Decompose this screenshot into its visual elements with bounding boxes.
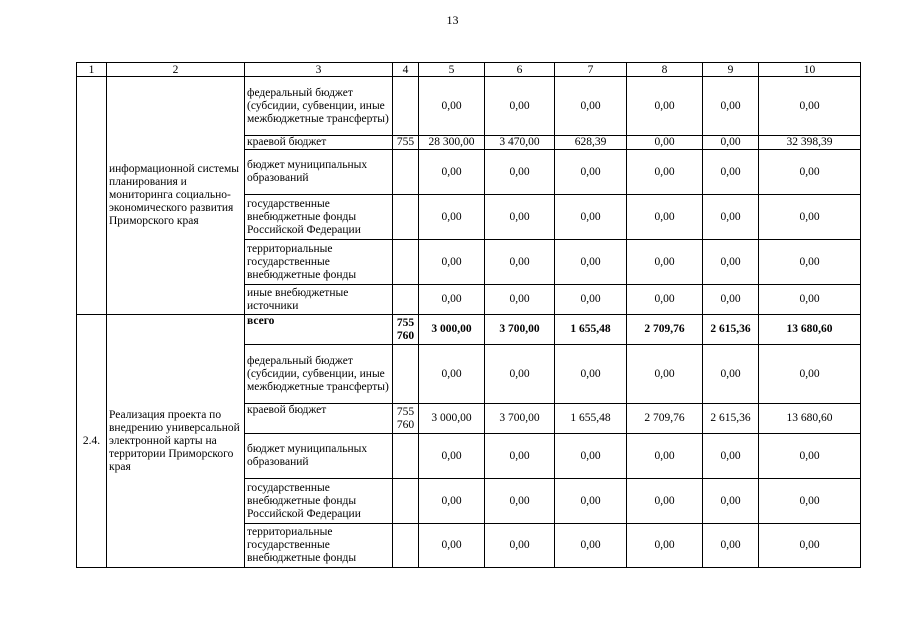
- value-cell: 0,00: [555, 524, 627, 568]
- value-cell: 0,00: [555, 240, 627, 285]
- header-cell: 3: [245, 63, 393, 77]
- code-cell: [393, 479, 419, 524]
- value-cell: 0,00: [703, 136, 759, 150]
- value-cell: 0,00: [485, 479, 555, 524]
- value-cell: 3 700,00: [485, 315, 555, 345]
- value-cell: 0,00: [485, 434, 555, 479]
- code-cell: [393, 285, 419, 315]
- value-cell: 0,00: [759, 150, 861, 195]
- code-cell: 755 760: [393, 315, 419, 345]
- value-cell: 2 615,36: [703, 404, 759, 434]
- value-cell: 3 700,00: [485, 404, 555, 434]
- value-cell: 0,00: [703, 345, 759, 404]
- value-cell: 28 300,00: [419, 136, 485, 150]
- value-cell: 0,00: [555, 150, 627, 195]
- header-cell: 8: [627, 63, 703, 77]
- header-cell: 2: [107, 63, 245, 77]
- index-cell: 2.4.: [77, 315, 107, 568]
- header-cell: 10: [759, 63, 861, 77]
- value-cell: 0,00: [627, 77, 703, 136]
- value-cell: 0,00: [703, 195, 759, 240]
- value-cell: 0,00: [703, 77, 759, 136]
- value-cell: 0,00: [627, 434, 703, 479]
- value-cell: 0,00: [703, 524, 759, 568]
- value-cell: 0,00: [419, 77, 485, 136]
- header-cell: 5: [419, 63, 485, 77]
- header-cell: 6: [485, 63, 555, 77]
- value-cell: 3 000,00: [419, 315, 485, 345]
- value-cell: 0,00: [419, 150, 485, 195]
- value-cell: 0,00: [419, 524, 485, 568]
- table-row: [77, 77, 861, 136]
- value-cell: 0,00: [759, 479, 861, 524]
- funding-source: федеральный бюджет (субсидии, субвенции, иные межбюджетные трансферты): [245, 345, 393, 404]
- value-cell: 0,00: [485, 77, 555, 136]
- value-cell: 0,00: [759, 345, 861, 404]
- value-cell: 3 000,00: [419, 404, 485, 434]
- funding-source: федеральный бюджет (субсидии, субвенции, иные межбюджетные трансферты): [245, 77, 393, 136]
- value-cell: 0,00: [627, 136, 703, 150]
- value-cell: 0,00: [555, 479, 627, 524]
- code-cell: [393, 345, 419, 404]
- value-cell: 2 709,76: [627, 404, 703, 434]
- value-cell: 0,00: [555, 345, 627, 404]
- funding-source: бюджет муниципальных образований: [245, 150, 393, 195]
- value-cell: 0,00: [485, 150, 555, 195]
- measure-name: Реализация проекта по внедрению универсальной электронной карты на территории Приморского края: [107, 315, 245, 568]
- table-row: [77, 315, 861, 345]
- value-cell: 3 470,00: [485, 136, 555, 150]
- value-cell: 0,00: [627, 240, 703, 285]
- funding-source: государственные внебюджетные фонды Российской Федерации: [245, 195, 393, 240]
- header-cell: 1: [77, 63, 107, 77]
- header-cell: 4: [393, 63, 419, 77]
- funding-source: краевой бюджет: [245, 404, 393, 434]
- code-cell: [393, 77, 419, 136]
- funding-source: бюджет муниципальных образований: [245, 434, 393, 479]
- value-cell: 0,00: [627, 195, 703, 240]
- value-cell: 0,00: [759, 524, 861, 568]
- value-cell: 0,00: [627, 150, 703, 195]
- value-cell: 0,00: [485, 195, 555, 240]
- value-cell: 0,00: [485, 345, 555, 404]
- code-cell: 755: [393, 136, 419, 150]
- code-cell: [393, 150, 419, 195]
- header-row: [77, 63, 861, 77]
- value-cell: 0,00: [759, 434, 861, 479]
- value-cell: 0,00: [627, 285, 703, 315]
- value-cell: 0,00: [419, 285, 485, 315]
- value-cell: 13 680,60: [759, 315, 861, 345]
- value-cell: 0,00: [759, 240, 861, 285]
- value-cell: 0,00: [555, 77, 627, 136]
- value-cell: 0,00: [759, 77, 861, 136]
- value-cell: 0,00: [555, 285, 627, 315]
- code-cell: [393, 240, 419, 285]
- value-cell: 0,00: [555, 434, 627, 479]
- code-cell: [393, 195, 419, 240]
- value-cell: 0,00: [419, 479, 485, 524]
- code-cell: 755 760: [393, 404, 419, 434]
- index-cell: [77, 77, 107, 315]
- code-cell: [393, 524, 419, 568]
- funding-source: краевой бюджет: [245, 136, 393, 150]
- value-cell: 13 680,60: [759, 404, 861, 434]
- value-cell: 0,00: [485, 524, 555, 568]
- value-cell: 0,00: [627, 524, 703, 568]
- value-cell: 0,00: [703, 150, 759, 195]
- header-cell: 7: [555, 63, 627, 77]
- value-cell: 0,00: [703, 240, 759, 285]
- funding-source: всего: [245, 315, 393, 345]
- header-cell: 9: [703, 63, 759, 77]
- value-cell: 628,39: [555, 136, 627, 150]
- value-cell: 0,00: [485, 285, 555, 315]
- value-cell: 0,00: [703, 285, 759, 315]
- value-cell: 0,00: [419, 434, 485, 479]
- value-cell: 0,00: [419, 345, 485, 404]
- measure-name: информационной системы планирования и мониторинга социально-экономического развития Приморского края: [107, 77, 245, 315]
- page-number: 13: [446, 13, 459, 27]
- funding-source: государственные внебюджетные фонды Российской Федерации: [245, 479, 393, 524]
- budget-table: [76, 62, 861, 568]
- value-cell: 0,00: [419, 240, 485, 285]
- funding-source: иные внебюджетные источники: [245, 285, 393, 315]
- value-cell: 32 398,39: [759, 136, 861, 150]
- value-cell: 1 655,48: [555, 315, 627, 345]
- value-cell: 0,00: [485, 240, 555, 285]
- value-cell: 0,00: [759, 195, 861, 240]
- value-cell: 0,00: [419, 195, 485, 240]
- funding-source: территориальные государственные внебюджетные фонды: [245, 524, 393, 568]
- value-cell: 0,00: [555, 195, 627, 240]
- value-cell: 2 615,36: [703, 315, 759, 345]
- value-cell: 0,00: [759, 285, 861, 315]
- funding-source: территориальные государственные внебюджетные фонды: [245, 240, 393, 285]
- value-cell: 0,00: [703, 479, 759, 524]
- value-cell: 0,00: [627, 345, 703, 404]
- value-cell: 2 709,76: [627, 315, 703, 345]
- value-cell: 0,00: [627, 479, 703, 524]
- code-cell: [393, 434, 419, 479]
- value-cell: 0,00: [703, 434, 759, 479]
- value-cell: 1 655,48: [555, 404, 627, 434]
